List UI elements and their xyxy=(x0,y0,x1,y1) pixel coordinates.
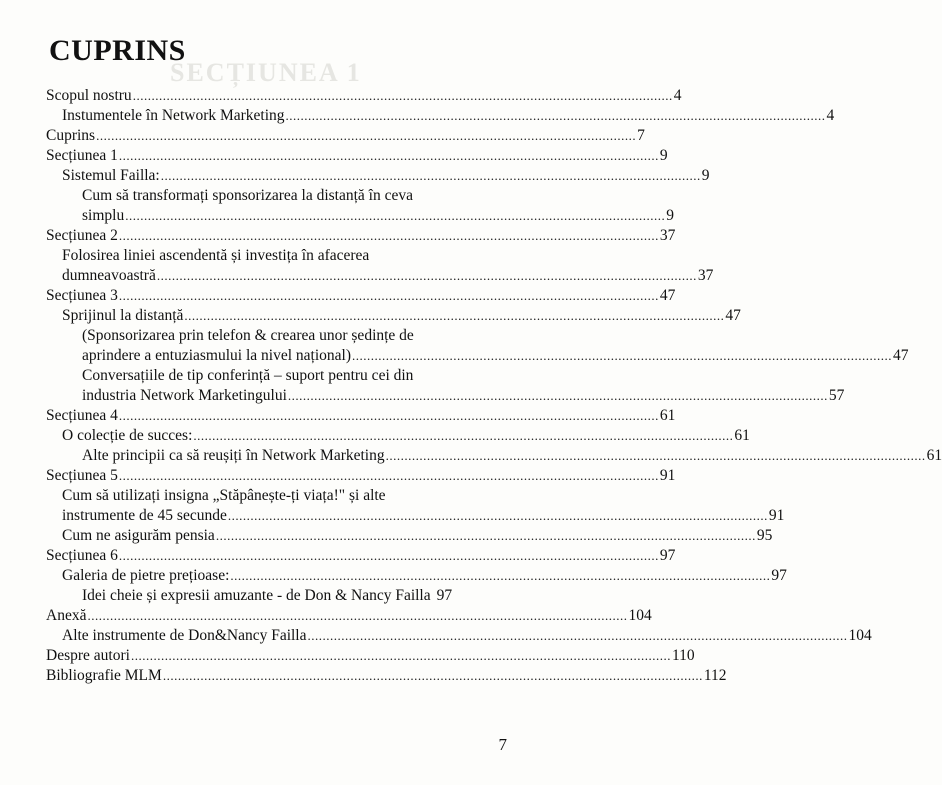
toc-entry-title: Secțiunea 1 xyxy=(46,147,118,164)
toc-entry xyxy=(82,346,909,366)
toc-entry-title: Sprijinul la distanță xyxy=(62,307,184,324)
toc-entry-title: Galeria de pietre prețioase: xyxy=(62,567,230,584)
leader-dots: ................................................................................................................................................ xyxy=(162,668,703,683)
toc-entry-page: 47 xyxy=(725,307,741,324)
toc-entry-title: Alte instrumente de Don&Nancy Failla xyxy=(62,627,307,644)
toc-entry xyxy=(62,506,785,526)
toc-entry-page: 9 xyxy=(659,147,668,164)
toc-entry-title: Secțiunea 5 xyxy=(46,467,118,484)
toc-entry-title-line: (Sponsorizarea prin telefon & crearea unor ședințe de xyxy=(82,327,414,344)
toc-entry-page: 4 xyxy=(826,107,835,124)
leader-dots: ................................................................................................................................................ xyxy=(118,408,659,423)
toc-entry-page: 95 xyxy=(756,527,773,544)
leader-dots: ................................................................................................................................................ xyxy=(352,348,892,363)
toc-entry-page: 97 xyxy=(659,547,676,564)
toc-entry-page: 9 xyxy=(666,207,674,224)
toc-entry xyxy=(46,126,645,146)
toc-entry-page: 57 xyxy=(828,387,845,404)
toc-entry xyxy=(82,206,674,226)
leader-dots: ................................................................................................................................................ xyxy=(118,228,659,243)
toc-entry xyxy=(46,586,513,606)
toc-entry-title: simplu xyxy=(82,207,125,224)
leader-dots: ................................................................................................................................................ xyxy=(156,268,697,283)
leader-dots: ................................................................................................................................................ xyxy=(184,308,725,323)
toc-entry xyxy=(46,466,676,486)
toc-entry-title: Instumentele în Network Marketing xyxy=(62,107,285,124)
toc-entry-title: Bibliografie MLM xyxy=(46,667,162,684)
toc-entry xyxy=(46,566,787,586)
leader-dots: ................................................................................................................................................ xyxy=(118,548,659,563)
leader-dots: ................................................................................................................................................ xyxy=(118,148,659,163)
toc-entry-title: Cum ne asigurăm pensia xyxy=(62,527,215,544)
leader-dots: ................................................................................................................................................ xyxy=(307,628,848,643)
toc-entry-page: 47 xyxy=(659,287,676,304)
toc-entry xyxy=(46,606,652,626)
toc-entry xyxy=(46,306,741,326)
leader-dots: ................................................................................................................................................ xyxy=(230,568,771,583)
toc-entry-page: 110 xyxy=(671,647,695,664)
toc-entry xyxy=(46,526,773,546)
toc-entry-title: dumneavoastră xyxy=(62,267,156,284)
leader-dots: ................................................................................................................................................ xyxy=(96,128,637,143)
toc-entry xyxy=(46,286,676,306)
toc-entry-multiline xyxy=(46,186,674,226)
toc-entry-title: O colecție de succes: xyxy=(62,427,193,444)
leader-dots: ................................................................................................................................................ xyxy=(193,428,734,443)
toc-entry-page: 91 xyxy=(768,507,785,524)
toc-entry-page: 91 xyxy=(659,467,676,484)
table-of-contents xyxy=(46,86,942,686)
leader-dots: ................................................................................................................................................ xyxy=(87,608,628,623)
toc-entry-page: 61 xyxy=(734,427,750,444)
toc-entry xyxy=(46,666,727,686)
toc-entry-title: industria Network Marketingului xyxy=(82,387,287,404)
toc-entry-page: 9 xyxy=(701,167,710,184)
toc-entry-multiline xyxy=(46,246,714,286)
toc-entry-title: Secțiunea 6 xyxy=(46,547,118,564)
toc-entry xyxy=(62,266,714,286)
toc-entry-page: 7 xyxy=(637,127,645,144)
toc-entry xyxy=(46,106,835,126)
toc-entry-multiline xyxy=(46,486,785,526)
leader-dots: ................................................................................................................................................ xyxy=(118,468,659,483)
toc-entry-title: Despre autori xyxy=(46,647,130,664)
toc-entry-title: Sistemul Failla: xyxy=(62,167,160,184)
toc-entry xyxy=(46,626,872,646)
toc-entry-title: Cuprins xyxy=(46,127,96,144)
toc-entry xyxy=(82,386,845,406)
toc-entry-title: Idei cheie și expresii amuzante - de Don & Nancy Failla xyxy=(82,587,431,604)
toc-entry-page: 47 xyxy=(893,347,909,364)
toc-entry-title: Secțiunea 3 xyxy=(46,287,118,304)
toc-entry-title-line: Cum să utilizați insigna „Stăpânește-ți viața!" și alte xyxy=(62,487,386,504)
toc-entry-page: 112 xyxy=(703,667,727,684)
toc-entry-title: aprindere a entuziasmului la nivel național) xyxy=(82,347,351,364)
toc-entry-multiline xyxy=(46,326,909,366)
toc-entry xyxy=(46,406,676,426)
toc-entry xyxy=(46,146,668,166)
toc-entry-page: 4 xyxy=(673,87,682,104)
toc-entry xyxy=(46,426,750,446)
toc-entry-page: 97 xyxy=(771,567,787,584)
leader-dots: ................................................................................................................................................ xyxy=(125,208,666,223)
toc-entry-title: Alte principii ca să reușiți în Network Marketing xyxy=(82,447,385,464)
leader-dots: ................................................................................................................................................ xyxy=(130,648,671,663)
toc-entry xyxy=(46,86,682,106)
toc-entry-page: 104 xyxy=(628,607,652,624)
toc-entry-title: Anexă xyxy=(46,607,87,624)
toc-entry xyxy=(46,166,710,186)
toc-entry xyxy=(46,546,676,566)
leader-dots: ................................................................................................................................................ xyxy=(132,88,673,103)
toc-entry-multiline xyxy=(46,366,845,406)
page-number: 7 xyxy=(498,735,507,754)
toc-entry-title-line: Cum să transformați sponsorizarea la distanță în ceva xyxy=(82,187,413,204)
toc-entry-title-line: Folosirea liniei ascendentă și investița în afacerea xyxy=(62,247,370,264)
toc-entry xyxy=(46,446,942,466)
toc-entry-page: 61 xyxy=(659,407,676,424)
toc-entry-title: instrumente de 45 secunde xyxy=(62,507,227,524)
leader-dots: ................................................................................................................................................ xyxy=(215,528,756,543)
page-title: CUPRINS xyxy=(49,34,186,67)
leader-dots: ................................................................................................................................................ xyxy=(227,508,768,523)
toc-entry xyxy=(46,226,676,246)
leader-dots: ................................................................................................................................................ xyxy=(385,448,926,463)
toc-entry xyxy=(46,646,695,666)
bleed-through-text: SECȚIUNEA 1 xyxy=(170,58,362,87)
toc-entry-page: 61 xyxy=(926,447,942,464)
toc-entry-title: Secțiunea 4 xyxy=(46,407,118,424)
toc-entry-page: 97 xyxy=(436,587,453,604)
toc-entry-page: 37 xyxy=(659,227,676,244)
toc-entry-title: Scopul nostru xyxy=(46,87,132,104)
toc-entry-title-line: Conversațiile de tip conferință – suport pentru cei din xyxy=(82,367,414,384)
leader-dots: ................................................................................................................................................ xyxy=(285,108,826,123)
leader-dots: ................................................................................................................................................ xyxy=(118,288,659,303)
leader-dots: ................................................................................................................................................ xyxy=(160,168,701,183)
toc-entry-page: 104 xyxy=(848,627,872,644)
toc-entry-title: Secțiunea 2 xyxy=(46,227,118,244)
toc-entry-page: 37 xyxy=(697,267,714,284)
leader-dots: ................................................................................................................................................ xyxy=(287,388,828,403)
